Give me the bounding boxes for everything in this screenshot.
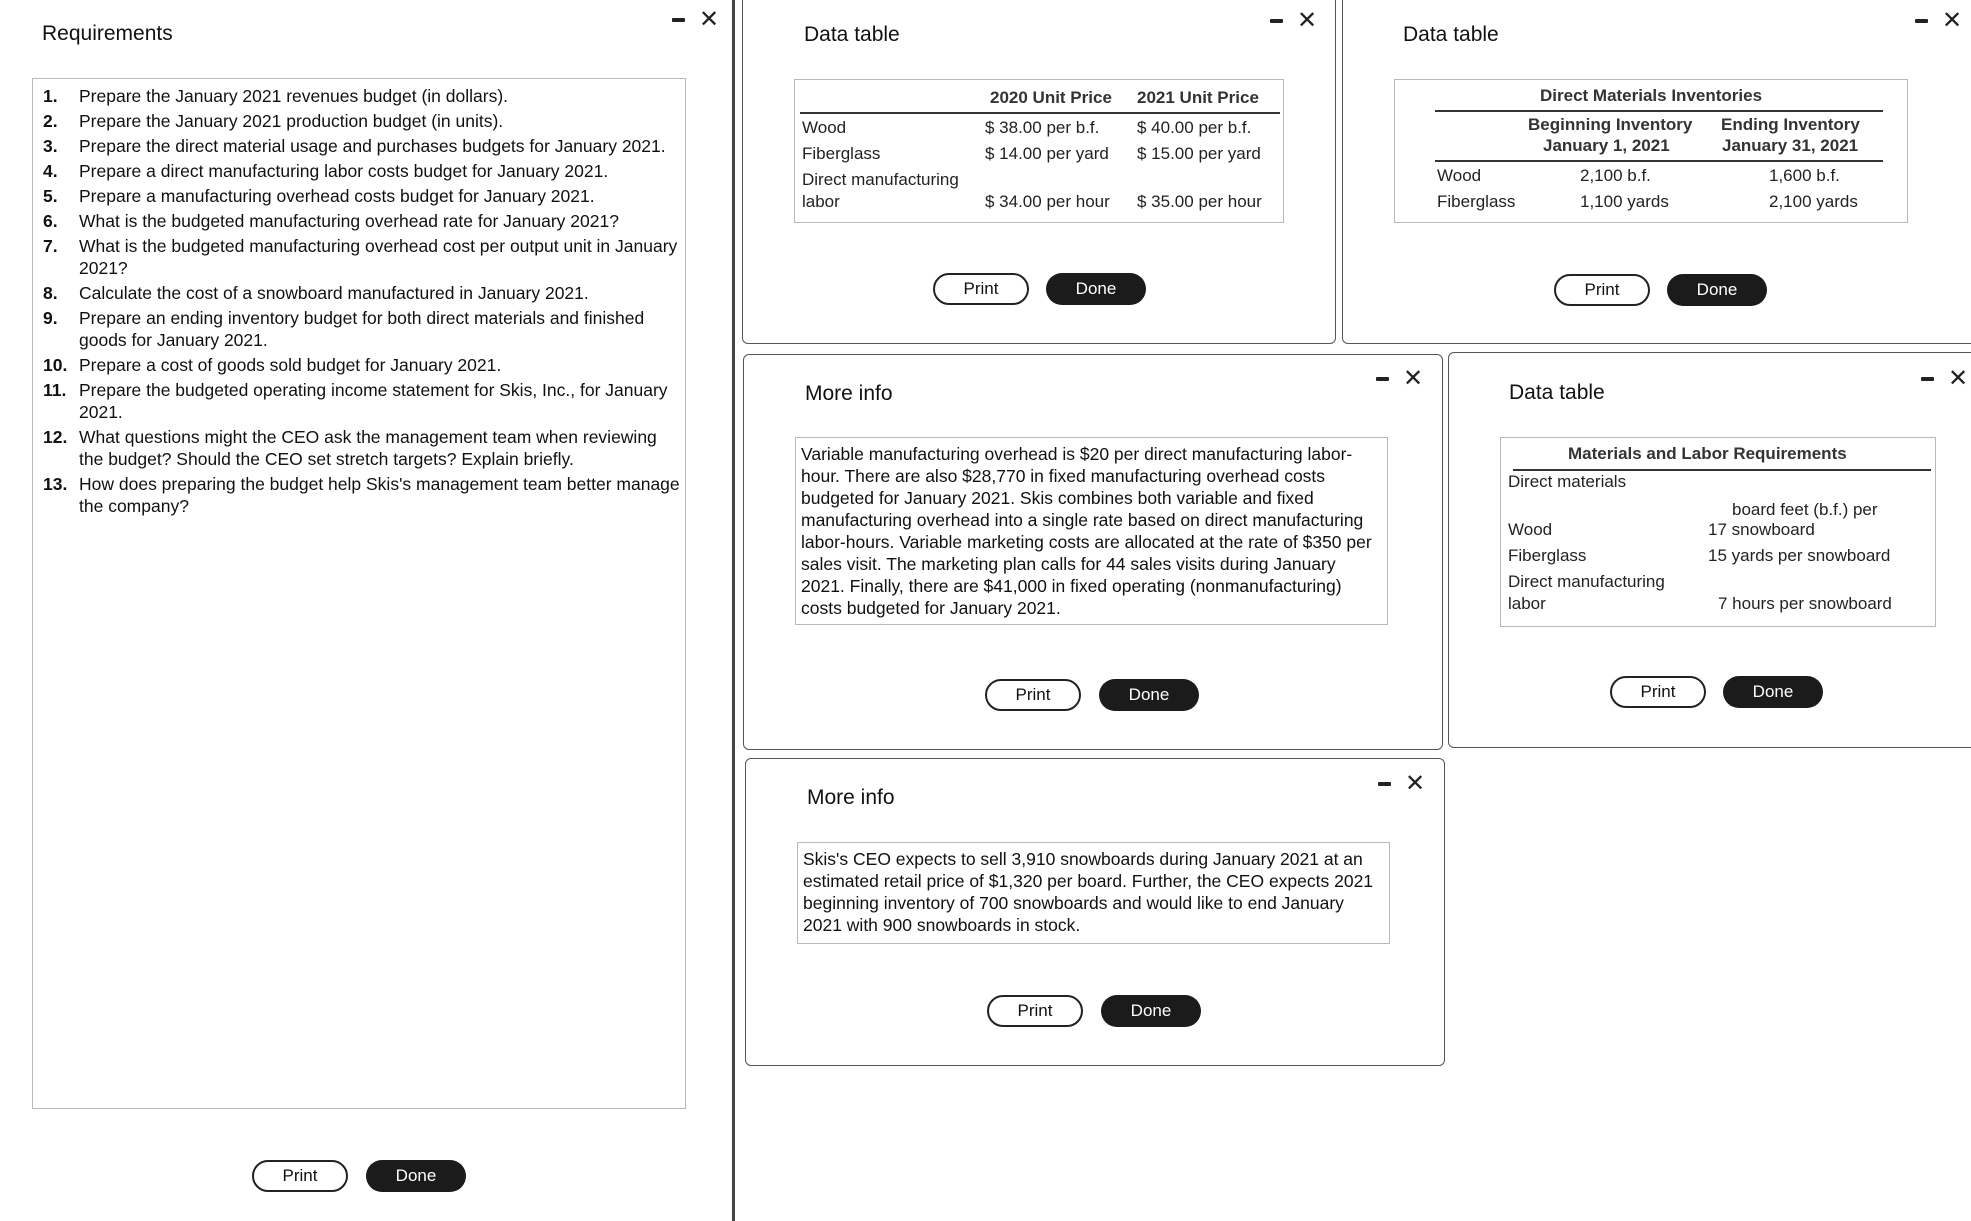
- done-button[interactable]: Done: [1099, 679, 1199, 711]
- list-item-number: 3.: [43, 136, 58, 156]
- list-item-number: 12.: [43, 427, 68, 447]
- list-item-text: Prepare an ending inventory budget for both direct materials and finished goods for January 2021.: [79, 308, 645, 350]
- table-cell: 17 snowboard: [1708, 520, 1815, 539]
- close-icon[interactable]: ✕: [1405, 770, 1426, 797]
- minimize-icon[interactable]: [1921, 377, 1934, 381]
- info-text: Skis's CEO expects to sell 3,910 snowboards during January 2021 at an estimated retail price of $1,320 per board. Further, the CEO expects 2021 beginning inventory of 700 snowboards and would like to end January 2021 with 900 snowboards in stock.: [803, 849, 1374, 935]
- list-item: [43, 160, 685, 182]
- requirements-dialog: [0, 0, 735, 1221]
- list-item-text: Prepare the January 2021 revenues budget (in dollars).: [79, 86, 509, 106]
- table-cell: $ 14.00 per yard: [985, 144, 1109, 163]
- table-heading: Direct Materials Inventories: [1540, 86, 1763, 105]
- list-item: [43, 379, 685, 423]
- list-item-number: 10.: [43, 355, 68, 375]
- close-icon[interactable]: ✕: [699, 6, 720, 33]
- close-icon[interactable]: ✕: [1948, 365, 1969, 392]
- list-item-text: Prepare a direct manufacturing labor costs budget for January 2021.: [79, 161, 609, 181]
- row-label: Fiberglass: [1437, 192, 1516, 211]
- list-item: [43, 307, 685, 351]
- minimize-icon[interactable]: [672, 18, 685, 22]
- column-header: 2020 Unit Price: [990, 88, 1112, 107]
- inventory-data-table-dialog: [1342, 0, 1971, 344]
- close-icon[interactable]: ✕: [1297, 7, 1318, 34]
- info-text: Variable manufacturing overhead is $20 per direct manufacturing labor-hour. There are also $28,770 in fixed manufacturing overhead costs budgeted for January 2021. Skis combines both variable and fixed manufacturing overhead into a single rate based on direct manufacturing labor-hours. Variable marketing costs are allocated at the rate of $350 per sales visit. The marketing plan calls for 44 sales visits during January 2021. Finally, there are $41,000 in fixed operating (nonmanufacturing) costs budgeted for January 2021.: [801, 444, 1372, 618]
- inventory-table: [1394, 79, 1908, 223]
- done-button[interactable]: Done: [1046, 273, 1146, 305]
- list-item: [43, 473, 685, 517]
- row-label: Fiberglass: [1508, 546, 1587, 565]
- list-item-text: What is the budgeted manufacturing overhead cost per output unit in January 2021?: [79, 236, 678, 278]
- heading-rule: [1513, 469, 1931, 471]
- list-item-number: 8.: [43, 283, 58, 303]
- row-label: labor: [802, 192, 840, 211]
- table-cell: $ 38.00 per b.f.: [985, 118, 1100, 137]
- list-item-number: 2.: [43, 111, 58, 131]
- column-header: January 31, 2021: [1722, 136, 1859, 155]
- done-button[interactable]: Done: [1723, 676, 1823, 708]
- row-label: Wood: [802, 118, 847, 137]
- close-icon[interactable]: ✕: [1942, 7, 1963, 34]
- list-item-text: Prepare a manufacturing overhead costs budget for January 2021.: [79, 186, 595, 206]
- list-item-text: Prepare the January 2021 production budget (in units).: [79, 111, 504, 131]
- list-item-text: Calculate the cost of a snowboard manufactured in January 2021.: [79, 283, 589, 303]
- column-header: Beginning Inventory: [1528, 115, 1693, 134]
- print-button[interactable]: Print: [1554, 274, 1650, 306]
- header-rule: [800, 112, 1280, 114]
- list-item-number: 7.: [43, 236, 58, 256]
- list-item: [43, 235, 685, 279]
- list-item: [43, 85, 685, 107]
- dialog-title: Data table: [804, 23, 900, 46]
- list-item-text: How does preparing the budget help Skis's management team better manage the company?: [79, 474, 680, 516]
- table-heading: Materials and Labor Requirements: [1568, 444, 1847, 463]
- dialog-title: More info: [805, 382, 893, 405]
- row-label: Direct manufacturing: [802, 170, 959, 189]
- dialog-title: More info: [807, 786, 895, 809]
- print-button[interactable]: Print: [985, 679, 1081, 711]
- table-cell: $ 35.00 per hour: [1137, 192, 1262, 211]
- section-label: Direct materials: [1508, 472, 1627, 491]
- row-label: Direct manufacturing: [1508, 572, 1665, 591]
- list-item: [43, 354, 685, 376]
- list-item-text: Prepare a cost of goods sold budget for January 2021.: [79, 355, 502, 375]
- close-icon[interactable]: ✕: [1403, 365, 1424, 392]
- table-cell: 7 hours per snowboard: [1718, 594, 1892, 613]
- requirements-list-box: [32, 78, 686, 1109]
- dialog-title: Data table: [1509, 381, 1605, 404]
- row-label: labor: [1508, 594, 1546, 613]
- table-cell: $ 34.00 per hour: [985, 192, 1110, 211]
- requirements-table: [1500, 437, 1936, 627]
- price-table: [794, 79, 1284, 223]
- list-item-text: Prepare the budgeted operating income statement for Skis, Inc., for January 2021.: [79, 380, 668, 422]
- table-cell: 2,100 b.f.: [1580, 166, 1651, 185]
- print-button[interactable]: Print: [933, 273, 1029, 305]
- list-item-number: 5.: [43, 186, 58, 206]
- list-item: [43, 135, 685, 157]
- requirements-data-table-dialog: [1448, 352, 1971, 748]
- list-item-number: 4.: [43, 161, 58, 181]
- table-cell: $ 40.00 per b.f.: [1137, 118, 1252, 137]
- row-label: Wood: [1437, 166, 1482, 185]
- row-label: Wood: [1508, 520, 1553, 539]
- list-item-number: 13.: [43, 474, 68, 494]
- overhead-more-info-dialog: [743, 354, 1443, 750]
- print-button[interactable]: Print: [987, 995, 1083, 1027]
- info-text-box: [797, 842, 1390, 944]
- list-item: [43, 426, 685, 470]
- table-cell: 15 yards per snowboard: [1708, 546, 1891, 565]
- list-item-text: What questions might the CEO ask the management team when reviewing the budget? Should the CEO set stretch targets? Explain briefly.: [79, 427, 657, 469]
- list-item: [43, 110, 685, 132]
- list-item-number: 6.: [43, 211, 58, 231]
- list-item: [43, 282, 685, 304]
- list-item-text: Prepare the direct material usage and purchases budgets for January 2021.: [79, 136, 666, 156]
- list-item: [43, 210, 685, 232]
- list-item-number: 1.: [43, 86, 58, 106]
- minimize-icon[interactable]: [1376, 377, 1389, 381]
- table-cell: 2,100 yards: [1769, 192, 1858, 211]
- requirements-title: Requirements: [42, 22, 173, 45]
- done-button[interactable]: Done: [1667, 274, 1767, 306]
- column-header: 2021 Unit Price: [1137, 88, 1259, 107]
- print-button[interactable]: Print: [252, 1160, 348, 1192]
- header-rule: [1435, 160, 1883, 162]
- info-text-box: [795, 437, 1388, 625]
- done-button[interactable]: Done: [1101, 995, 1201, 1027]
- dialog-title: Data table: [1403, 23, 1499, 46]
- column-header: Ending Inventory: [1721, 115, 1860, 134]
- table-cell: board feet (b.f.) per: [1732, 500, 1878, 519]
- table-cell: 1,100 yards: [1580, 192, 1669, 211]
- minimize-icon[interactable]: [1915, 19, 1928, 23]
- print-button[interactable]: Print: [1610, 676, 1706, 708]
- heading-rule: [1435, 110, 1883, 112]
- table-cell: $ 15.00 per yard: [1137, 144, 1261, 163]
- price-data-table-dialog: [742, 0, 1336, 344]
- row-label: Fiberglass: [802, 144, 881, 163]
- requirements-list: [43, 85, 685, 520]
- column-header: January 1, 2021: [1543, 136, 1670, 155]
- done-button[interactable]: Done: [366, 1160, 466, 1192]
- sales-more-info-dialog: [745, 758, 1445, 1066]
- minimize-icon[interactable]: [1270, 19, 1283, 23]
- list-item-number: 9.: [43, 308, 58, 328]
- list-item-number: 11.: [43, 380, 67, 400]
- minimize-icon[interactable]: [1378, 782, 1391, 786]
- table-cell: 1,600 b.f.: [1769, 166, 1840, 185]
- list-item-text: What is the budgeted manufacturing overhead rate for January 2021?: [79, 211, 619, 231]
- list-item: [43, 185, 685, 207]
